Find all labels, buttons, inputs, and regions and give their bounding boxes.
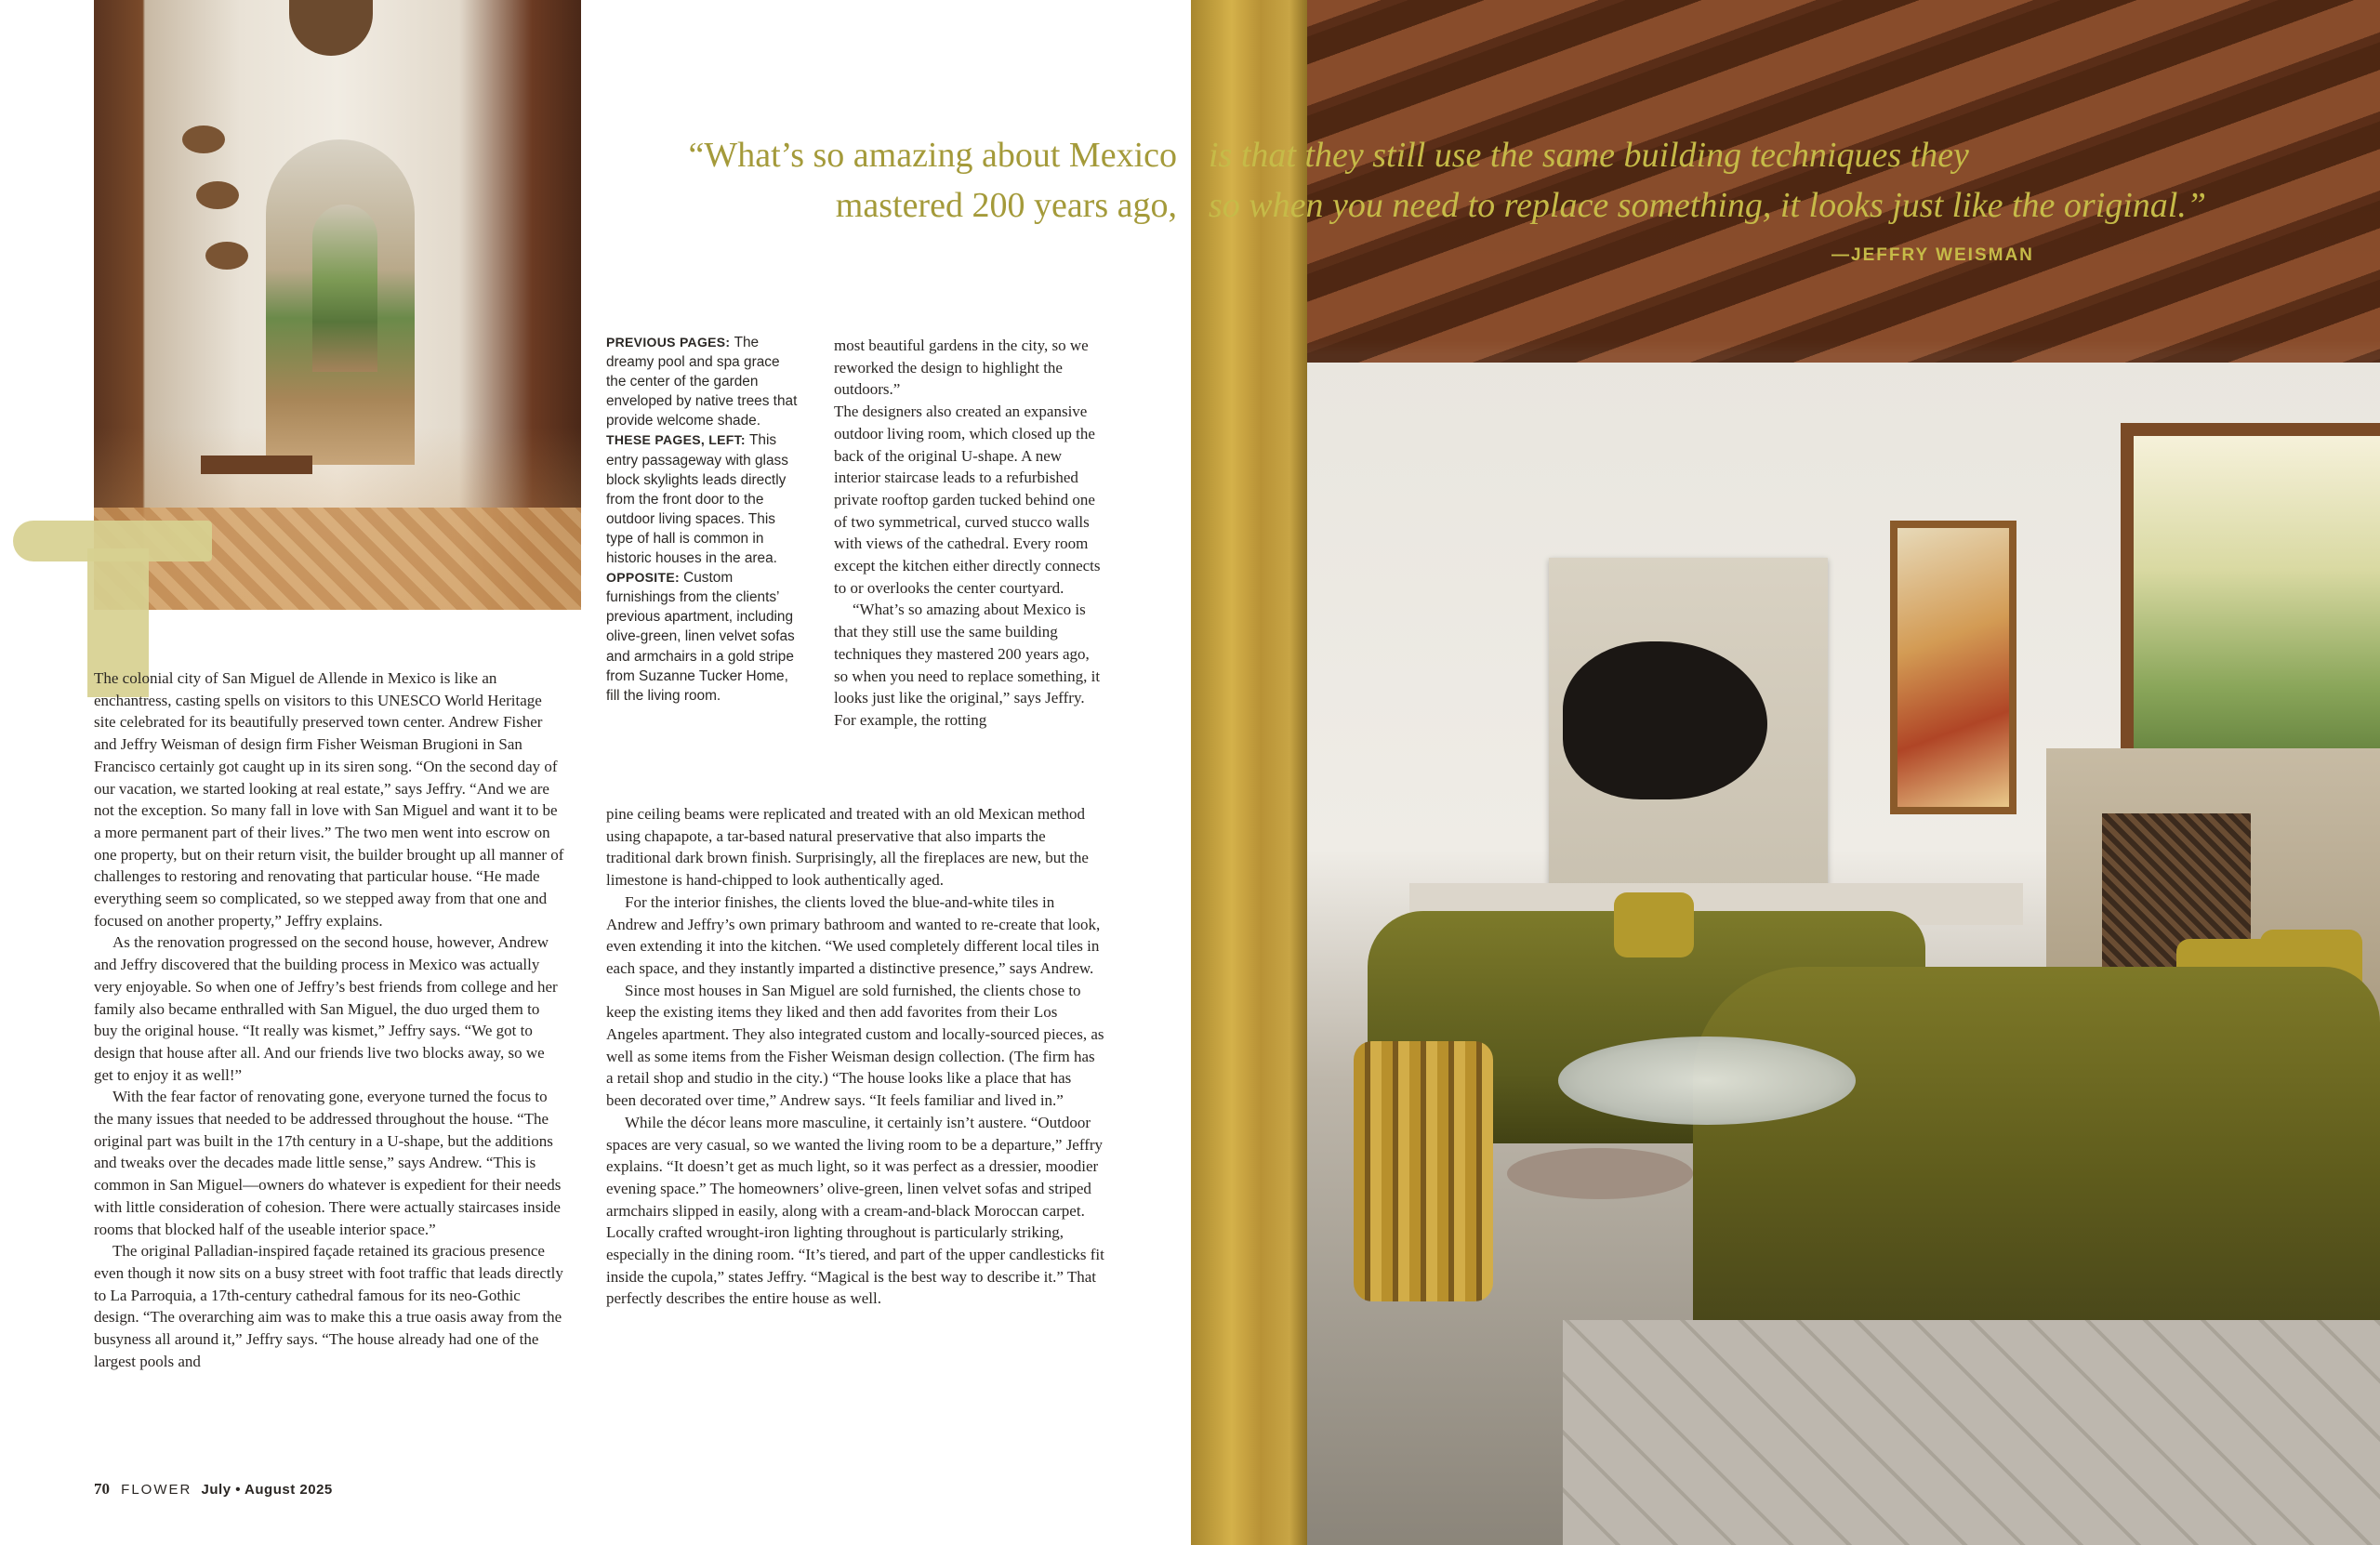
pull-quote-line1-right: is that they still use the same building techniques they [1209,136,1969,175]
pull-quote-line2-right: so when you need to replace something, it looks just like the original.” [1209,186,2206,225]
caption-text-previous: The dreamy pool and spa grace the center of the garden enveloped by native trees that provide welcome shade. [606,335,798,429]
ceiling-beams [1191,0,2380,363]
wooden-bench [201,456,312,474]
hanging-lantern [289,0,373,56]
body-paragraph: pine ceiling beams were replicated and treated with an old Mexican method using chapapote, a tar-based natural preservative that also imparts the traditional dark brown finish. Surprisingly, all the fireplaces are new, but the limestone is hand-chipped to look authentically aged. [606,805,1089,890]
caption-label-these: THESE PAGES, LEFT: [606,432,750,448]
pull-quote-line2-left: mastered 200 years ago, [835,186,1177,225]
living-room-photo [1191,0,2380,1545]
page-number: 70 [94,1480,110,1498]
body-paragraph: most beautiful gardens in the city, so we reworked the design to highlight the outdoors.” [834,337,1089,399]
inner-arch [312,205,377,372]
caption-label-opposite: OPPOSITE: [606,570,684,586]
entry-passageway-photo [94,0,581,610]
photo-caption [606,333,801,706]
caption-text-opposite: Custom furnishings from the clients’ previous apartment, including olive-green, linen velvet sofas and armchairs in a gold stripe from Suzanne Tucker Home, fill the living room. [606,570,795,704]
drop-cap [13,521,212,660]
glass-coffee-table [1558,1037,1856,1125]
curved-velvet-sofa [1693,967,2380,1357]
body-column-1 [94,667,566,1373]
framed-painting [1890,521,2016,814]
side-table [1507,1148,1693,1199]
pull-quote-attribution: —JEFFRY WEISMAN [1831,245,2034,265]
wall-hat [205,242,248,270]
body-paragraph: The original Palladian-inspired façade retained its gracious presence even though it now sits on a busy street with foot traffic that leads directly to La Parroquia, a 17th-century cathedral famous for its neo-Gothic design. “The overarching aim was to make this a true oasis away from the busyness all around it,” Jeffry says. “The house already had one of the largest pools and [94,1242,563,1370]
wall-hat [196,181,239,209]
body-paragraph: Since most houses in San Miguel are sold furnished, the clients chose to keep the existing items they liked and then add favorites from their Los Angeles apartment. They also integrated custom and locally-sourced pieces, as well as some items from the Fisher Weisman design collection. (The firm has a retail shop and studio in the city.) “The house looks like a place that has been decorated over time,” Andrew says. “It feels familiar and lived in.” [606,981,1104,1110]
garden-window [2121,423,2380,784]
body-paragraph: While the décor leans more masculine, it certainly isn’t austere. “Outdoor spaces are very casual, so we wanted the living room to be a departure,” Jeffry explains. “It doesn’t get as much light, so it was perfect as a dressier, moodier evening space.” The homeowners’ olive-green, linen velvet sofas and striped armchairs slipped in easily, along with a cream-and-black Moroccan carpet. Locally crafted wrought-iron lighting throughout is particularly striking, especially in the dining room. “It’s tiered, and part of the upper candlesticks fit inside the cupola,” states Jeffry. “Magical is the best way to describe it.” That perfectly describes the entire house as well. [606,1113,1104,1308]
magazine-name: FLOWER [121,1482,192,1498]
gold-curtain [1191,0,1307,1545]
body-paragraph: With the fear factor of renovating gone, everyone turned the focus to the many issues that needed to be addressed throughout the house. “The original part was built in the 17th century in a U-shape, but the additions and tweaks over the decades made little sense,” says Andrew. “This is common in San Miguel—owners do whatever is expedient for their needs with little consideration of cohesion. There were actually staircases inside rooms that blocked half of the useable interior space.” [94,1088,562,1238]
body-paragraph: As the renovation progressed on the second house, however, Andrew and Jeffry discovered that the building process in Mexico was actually very enjoyable. So when one of Jeffry’s best friends from college and her family also became enthralled with San Miguel, the duo urged them to buy the original house. “It really was kismet,” Jeffry says. “We got to design that house after all. And our friends live two blocks away, so we get to enjoy it as well!” [94,933,558,1084]
pillow [1614,892,1694,957]
wall-hat [182,125,225,153]
caption-text-these: This entry passageway with glass block skylights leads directly from the front door to the outdoor living spaces. This type of hall is common in historic houses in the area. [606,432,788,567]
body-paragraph: The colonial city of San Miguel de Allende in Mexico is like an enchantress, casting spells on visitors to this UNESCO World Heritage site celebrated for its beautifully preserved town center. Andrew Fisher and Jeffry Weisman of design firm Fisher Weisman Brugioni in San Francisco certainly got caught up in its siren song. “On the second day of our vacation, we started looking at real estate,” says Jeffry. “And we are not the exception. So many fall in love with San Miguel and want it to be a more permanent part of their lives.” The two men went into escrow on one property, but on their return visit, the builder brought up all manner of challenges to restoring and renovating that particular house. “He made everything seem so complicated, so we stepped away from that one and focused on another property,” Jeffry explains. [94,669,564,930]
body-column-3 [834,335,1104,732]
moroccan-carpet [1563,1320,2380,1545]
page-folio [94,1480,333,1499]
body-paragraph: For the interior finishes, the clients loved the blue-and-white tiles in Andrew and Jeffry’s own primary bathroom and wanted to re-create that look, even extending it into the kitchen. “We used completely different local tiles in each space, and they instantly imparted a distinctive presence,” says Andrew. [606,892,1101,977]
issue-date: July • August 2025 [201,1482,333,1498]
pull-quote-line1-left: “What’s so amazing about Mexico [688,136,1177,175]
body-column-wide [606,803,1104,1310]
body-paragraph: The designers also created an expansive outdoor living room, which closed up the back of the original U-shape. A new interior staircase leads to a refurbished private rooftop garden tucked behind one of two symmetrical, curved stucco walls with views of the cathedral. Every room except the kitchen either directly connects to or overlooks the center courtyard. [834,403,1101,597]
body-paragraph: “What’s so amazing about Mexico is that they still use the same building techniques they mastered 200 years ago, so when you need to replace something, it looks just like the original,” says Jeffry. For example, the rotting [834,601,1101,729]
striped-armchair [1354,1041,1493,1301]
caption-label-previous: PREVIOUS PAGES: [606,335,734,350]
